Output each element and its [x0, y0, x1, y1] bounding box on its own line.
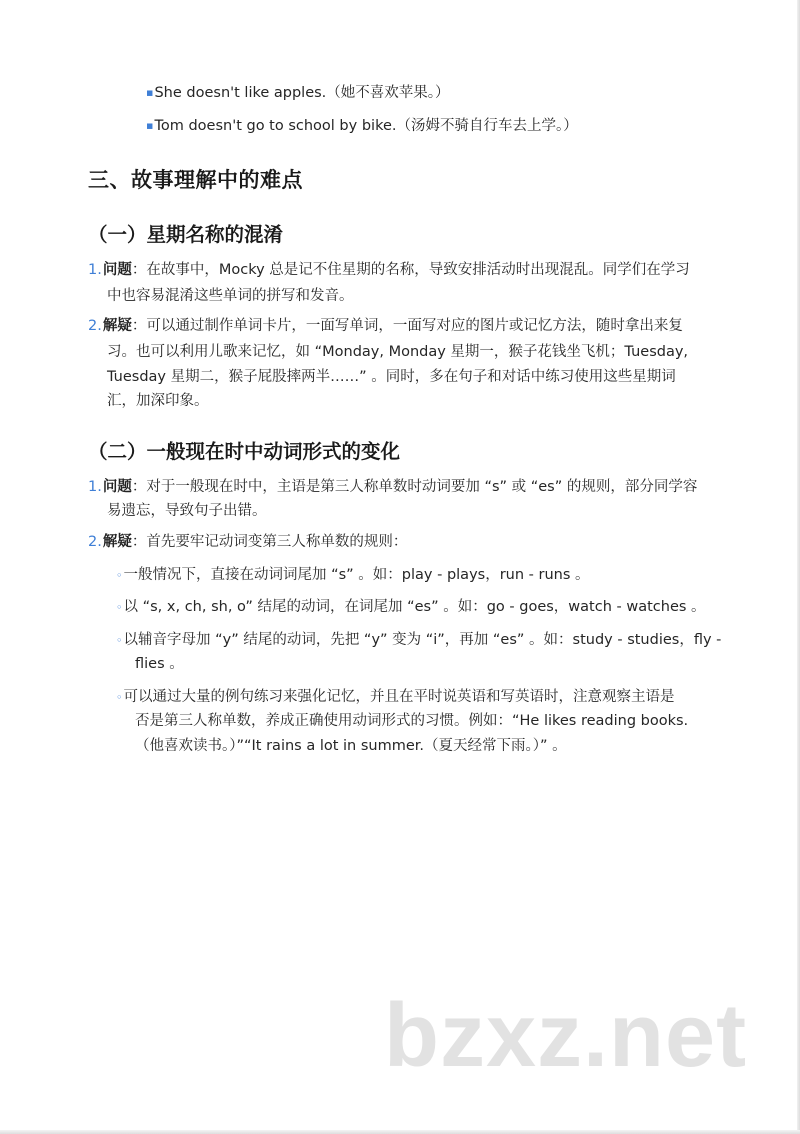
subsection-heading: （一）星期名称的混淆: [88, 223, 284, 246]
section-heading: 三、故事理解中的难点: [88, 168, 303, 192]
subsection-heading: （二）一般现在时中动词形式的变化: [88, 440, 401, 463]
item-continuation: 习。也可以利用儿歌来记忆，如 “Monday, Monday 星期一，猴子花钱坐飞机；Tuesday,: [107, 344, 689, 360]
item-continuation: 易遗忘，导致句子出错。: [107, 503, 267, 519]
bullet-marker: ▪: [146, 86, 154, 99]
item-continuation: （他喜欢读书。）”“It rains a lot in summer.（夏天经常下雨。）” 。: [135, 738, 567, 754]
sub-list-item: ◦可以通过大量的例句练习来强化记忆，并且在平时说英语和写英语时，注意观察主语是: [116, 689, 675, 705]
sub-list-item: ◦以 “s, x, ch, sh, o” 结尾的动词，在词尾加 “es” 。如：go - goes，watch - watches 。: [116, 599, 706, 615]
bullet-marker: ▪: [146, 119, 154, 132]
item-continuation: 否是第三人称单数，养成正确使用动词形式的习惯。例如：“He likes reading books.: [135, 713, 689, 729]
sub-list-item: ◦以辅音字母加 “y” 结尾的动词，先把 “y” 变为 “i”，再加 “es” 。如：study - studies，fly -: [116, 632, 722, 648]
numbered-item: 1.问题：对于一般现在时中，主语是第三人称单数时动词要加 “s” 或 “es” 的规则，部分同学容: [88, 479, 698, 495]
sub-list-item: ◦一般情况下，直接在动词词尾加 “s” 。如：play - plays，run - runs 。: [116, 567, 590, 583]
sub-bullet-marker: ◦: [116, 691, 123, 704]
item-continuation: 中也容易混淆这些单词的拼写和发音。: [107, 288, 354, 304]
numbered-item: 2.解疑：可以通过制作单词卡片，一面写单词，一面写对应的图片或记忆方法，随时拿出来复: [88, 318, 683, 334]
bullet-item: ▪She doesn't like apples.（她不喜欢苹果。）: [146, 85, 450, 101]
item-continuation: flies 。: [135, 656, 184, 672]
sub-bullet-marker: ◦: [116, 634, 123, 647]
sub-bullet-marker: ◦: [116, 569, 123, 582]
item-continuation: 汇，加深印象。: [107, 393, 209, 409]
sub-bullet-marker: ◦: [116, 601, 123, 614]
item-continuation: Tuesday 星期二，猴子屁股摔两半……” 。同时，多在句子和对话中练习使用这些星期词: [107, 369, 676, 385]
watermark-logo: bzxz.net: [384, 986, 748, 1086]
bullet-item: ▪Tom doesn't go to school by bike.（汤姆不骑自行车去上学。）: [146, 118, 578, 134]
page-edge-shadow: [0, 1130, 800, 1134]
numbered-item: 2.解疑：首先要牢记动词变第三人称单数的规则：: [88, 534, 408, 550]
numbered-item: 1.问题：在故事中，Mocky 总是记不住星期的名称，导致安排活动时出现混乱。同学们在学习: [88, 262, 690, 278]
